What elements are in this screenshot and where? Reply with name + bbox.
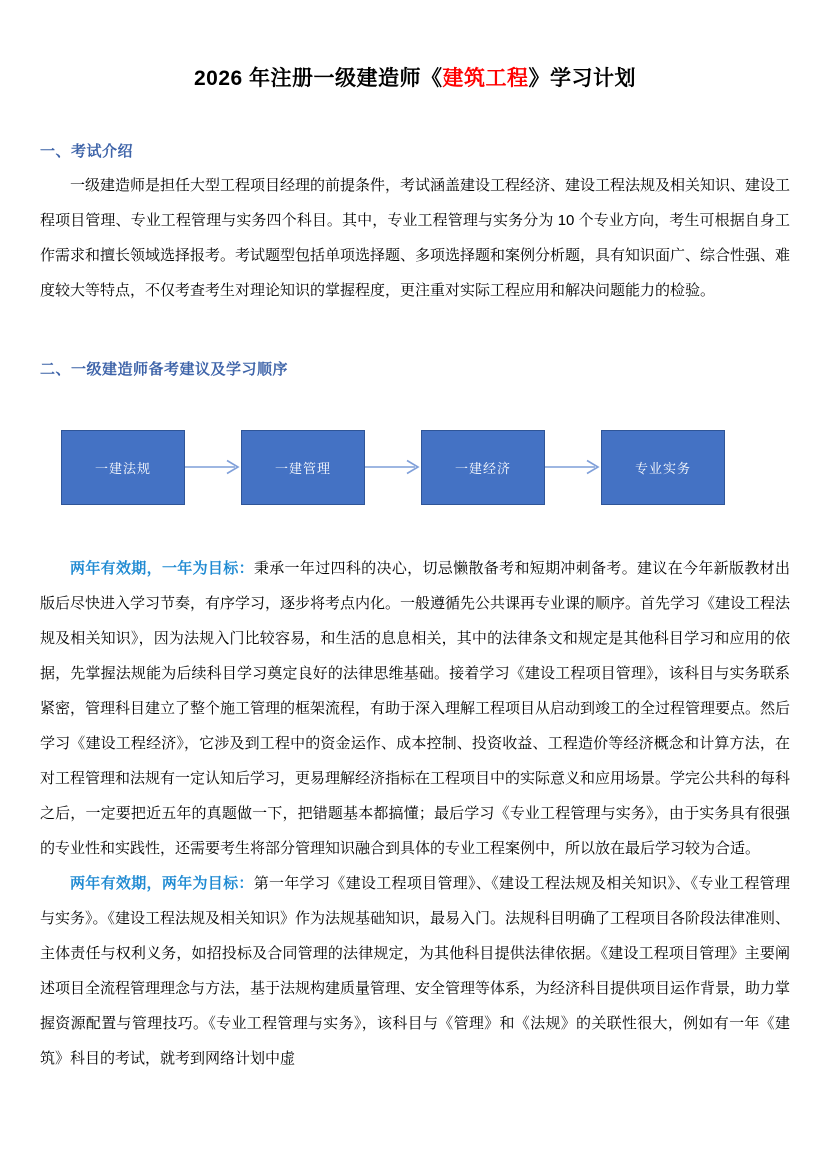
flow-node-economics <box>421 430 545 505</box>
plan-lead-one-year: 两年有效期，一年为目标： <box>70 560 254 578</box>
flow-arrow-icon <box>545 459 601 475</box>
flow-node-label: 一建法规 <box>94 460 151 476</box>
study-order-flowchart <box>40 419 790 515</box>
section-heading-exam-intro: 一、考试介绍 <box>40 143 134 161</box>
flow-arrow-icon <box>365 459 421 475</box>
flow-arrow-icon <box>185 459 241 475</box>
flow-node-label: 一建经济 <box>454 460 511 476</box>
flow-node-practice <box>601 430 725 505</box>
flow-node-label: 一建管理 <box>274 460 331 476</box>
flow-node-management <box>241 430 365 505</box>
paragraph-plan-one-year <box>40 551 790 866</box>
flow-node-law <box>61 430 185 505</box>
plan-lead-two-year: 两年有效期，两年为目标： <box>70 875 254 893</box>
section-heading-study-order: 二、一级建造师备考建议及学习顺序 <box>40 361 289 379</box>
paragraph-exam-intro: 一级建造师是担任大型工程项目经理的前提条件，考试涵盖建设工程经济、建设工程法规及相关知识、建设工程项目管理、专业工程管理与实务四个科目。其中，专业工程管理与实务分为 10 个专业方向，考生可根据自身工作需求和擅长领域选择报考。考试题型包括单项选择题、多项选择题和案例分析题，具有知识面广、综合性强、难度较大等特点，不仅考查考生对理论知识的掌握程度，更注重对实际工程应用和解决问题能力的检验。 <box>40 177 791 300</box>
page-title <box>40 14 790 93</box>
page-title-suffix: 》学习计划 <box>528 67 637 91</box>
plan-body-two-year: 第一年学习《建设工程项目管理》、《建设工程法规及相关知识》、《专业工程管理与实务》。《建设工程法规及相关知识》作为法规基础知识，最易入门。法规科目明确了工程项目各阶段法律准则、主体责任与权利义务，如招投标及合同管理的法律规定，为其他科目提供法律依据。《建设工程项目管理》主要阐述项目全流程管理理念与方法，基于法规构建质量管理、安全管理等体系，为经济科目提供项目运作背景，助力掌握资源配置与管理技巧。《专业工程管理与实务》，该科目与《管理》和《法规》的关联性很大，例如有一年《建筑》科目的考试，就考到网络计划中虚 <box>40 875 791 1068</box>
page-title-prefix: 2026 年注册一级建造师《 <box>193 67 443 91</box>
page-title-highlight: 建筑工程 <box>442 67 529 91</box>
paragraph-plan-two-year <box>40 866 790 1076</box>
flow-node-label: 专业实务 <box>634 460 691 476</box>
plan-body-one-year: 秉承一年过四科的决心，切忌懒散备考和短期冲刺备考。建议在今年新版教材出版后尽快进入学习节奏，有序学习，逐步将考点内化。一般遵循先公共课再专业课的顺序。首先学习《建设工程法规及相关知识》，因为法规入门比较容易，和生活的息息相关，其中的法律条文和规定是其他科目学习和应用的依据，先掌握法规能为后续科目学习奠定良好的法律思维基础。接着学习《建设工程项目管理》，该科目与实务联系紧密，管理科目建立了整个施工管理的框架流程，有助于深入理解工程项目从启动到竣工的全过程管理要点。然后学习《建设工程经济》，它涉及到工程中的资金运作、成本控制、投资收益、工程造价等经济概念和计算方法，在对工程管理和法规有一定认知后学习，更易理解经济指标在工程项目中的实际意义和应用场景。学完公共科的每科之后，一定要把近五年的真题做一下，把错题基本都搞懂；最后学习《专业工程管理与实务》，由于实务具有很强的专业性和实践性，还需要考生将部分管理知识融合到具体的专业工程案例中，所以放在最后学习较为合适。 <box>40 560 791 858</box>
